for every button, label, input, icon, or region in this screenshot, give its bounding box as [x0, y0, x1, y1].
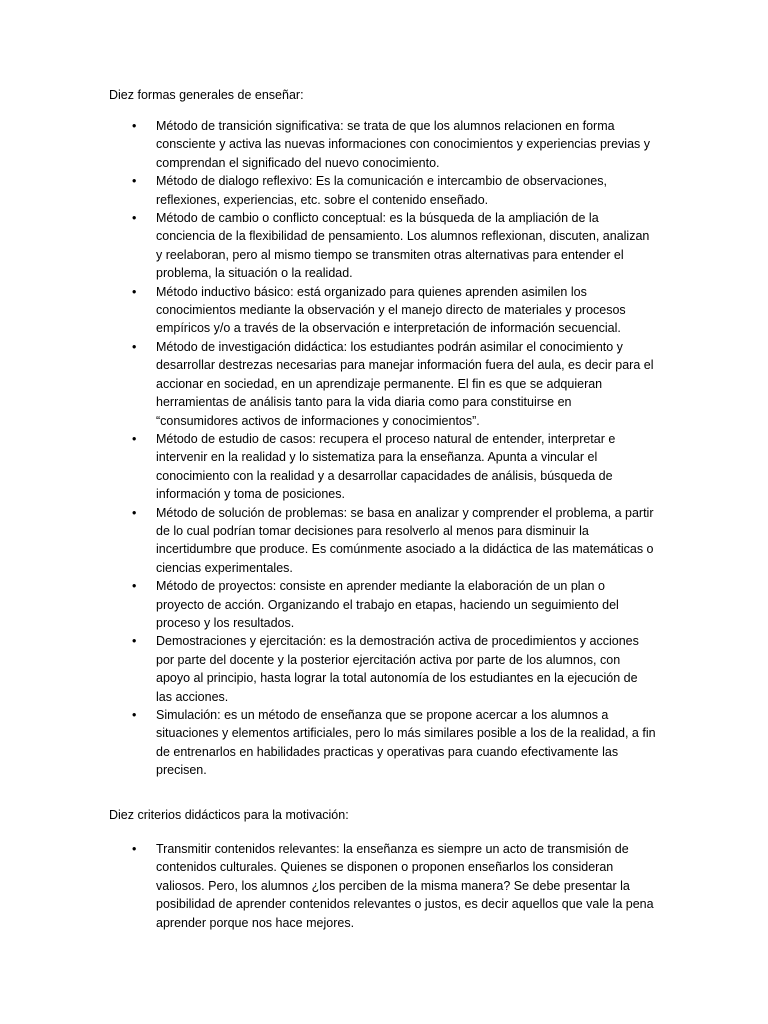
bullet-icon: •	[132, 431, 137, 446]
list-item-text: Método de investigación didáctica: los estudiantes podrán asimilar el conocimiento y desarrollar destrezas necesarias para manejar información fuera del aula, es decir para el accionar en sociedad, en un aprendizaje permanente. El fin es que se adquieran herramientas de análisis tanto para la vida diaria como para constituirse en “consumidores activos de informaciones y conocimientos”.	[156, 339, 654, 428]
list-item-text: Transmitir contenidos relevantes: la enseñanza es siempre un acto de transmisión de contenidos culturales. Quienes se disponen o proponen enseñarlos los consideran valiosos. Pero, los alumnos ¿los perciben de la misma manera? Se debe presentar la posibilidad de aprender contenidos relevantes o justos, es decir aquellos que vale la pena aprender porque nos hace mejores.	[156, 842, 654, 930]
bullet-icon: •	[132, 119, 137, 133]
bullet-icon: •	[132, 284, 137, 299]
list-item	[0, 577, 656, 632]
list-item	[0, 172, 656, 209]
bullet-icon: •	[132, 579, 137, 594]
list-item-text: Método de estudio de casos: recupera el proceso natural de entender, interpretar e intervenir en la realidad y lo sistematiza para la enseñanza. Apunta a vincular el conocimiento con la realidad y a desarrollar capacidades de análisis, búsqueda de información y toma de posiciones.	[156, 431, 616, 502]
bullet-icon: •	[132, 174, 137, 189]
list-item-text: Método inductivo básico: está organizado para quienes aprenden asimilen los conocimientos mediante la observación y el manejo directo de materiales y procesos empíricos y/o a través de la observación e interpretación de información secuencial.	[156, 284, 626, 336]
bullet-icon: •	[132, 505, 137, 520]
section-heading-motivation-criteria: Diez criterios didácticos para la motivación:	[109, 808, 349, 822]
list-item-text: Método de cambio o conflicto conceptual: es la búsqueda de la ampliación de la conciencia de la flexibilidad de pensamiento. Los alumnos reflexionan, discuten, analizan y reelaboran, pero al mismo tiempo se transmiten otras alternativas para entender el problema, la situación o la realidad.	[156, 211, 650, 281]
list-item	[0, 706, 656, 780]
list-item-text: Método de solución de problemas: se basa en analizar y comprender el problema, a partir de lo cual podrían tomar decisiones para resolverlo al menos para disminuir la incertidumbre que produce. Es comúnmente asociado a la didáctica de las matemáticas o ciencias experimentales.	[156, 505, 654, 575]
teaching-methods-list	[0, 117, 656, 780]
list-item	[0, 430, 656, 504]
bullet-icon: •	[132, 634, 137, 649]
list-item	[0, 209, 656, 283]
list-item	[0, 840, 656, 932]
bullet-icon: •	[132, 842, 137, 856]
bullet-icon: •	[132, 339, 137, 354]
list-item-text: Método de dialogo reflexivo: Es la comunicación e intercambio de observaciones, reflexiones, experiencias, etc. sobre el contenido enseñado.	[156, 174, 607, 207]
list-item-text: Simulación: es un método de enseñanza que se propone acercar a los alumnos a situaciones y elementos artificiales, pero lo más similares posible a los de la realidad, a fin de entrenarlos en habilidades practicas y operativas para cuando efectivamente las precisen.	[156, 708, 656, 778]
list-item-text: Método de transición significativa: se trata de que los alumnos relacionen en forma consciente y activa las nuevas informaciones con conocimientos y experiencias previas y comprendan el significado del nuevo conocimiento.	[156, 119, 650, 170]
list-item-text: Demostraciones y ejercitación: es la demostración activa de procedimientos y acciones por parte del docente y la posterior ejercitación activa por parte de los alumnos, con apoyo al principio, hasta lograr la total autonomía de los estudiantes en la ejecución de las acciones.	[156, 634, 639, 704]
list-item	[0, 504, 656, 578]
motivation-criteria-list	[0, 840, 656, 932]
bullet-icon: •	[132, 211, 137, 226]
list-item	[0, 338, 656, 430]
bullet-icon: •	[132, 708, 137, 722]
list-item	[0, 632, 656, 706]
list-item	[0, 283, 656, 338]
list-item-text: Método de proyectos: consiste en aprender mediante la elaboración de un plan o proyecto de acción. Organizando el trabajo en etapas, haciendo un seguimiento del proceso y los resultados.	[156, 579, 619, 630]
list-item	[0, 117, 656, 172]
section-heading-teaching-methods: Diez formas generales de enseñar:	[109, 88, 304, 102]
